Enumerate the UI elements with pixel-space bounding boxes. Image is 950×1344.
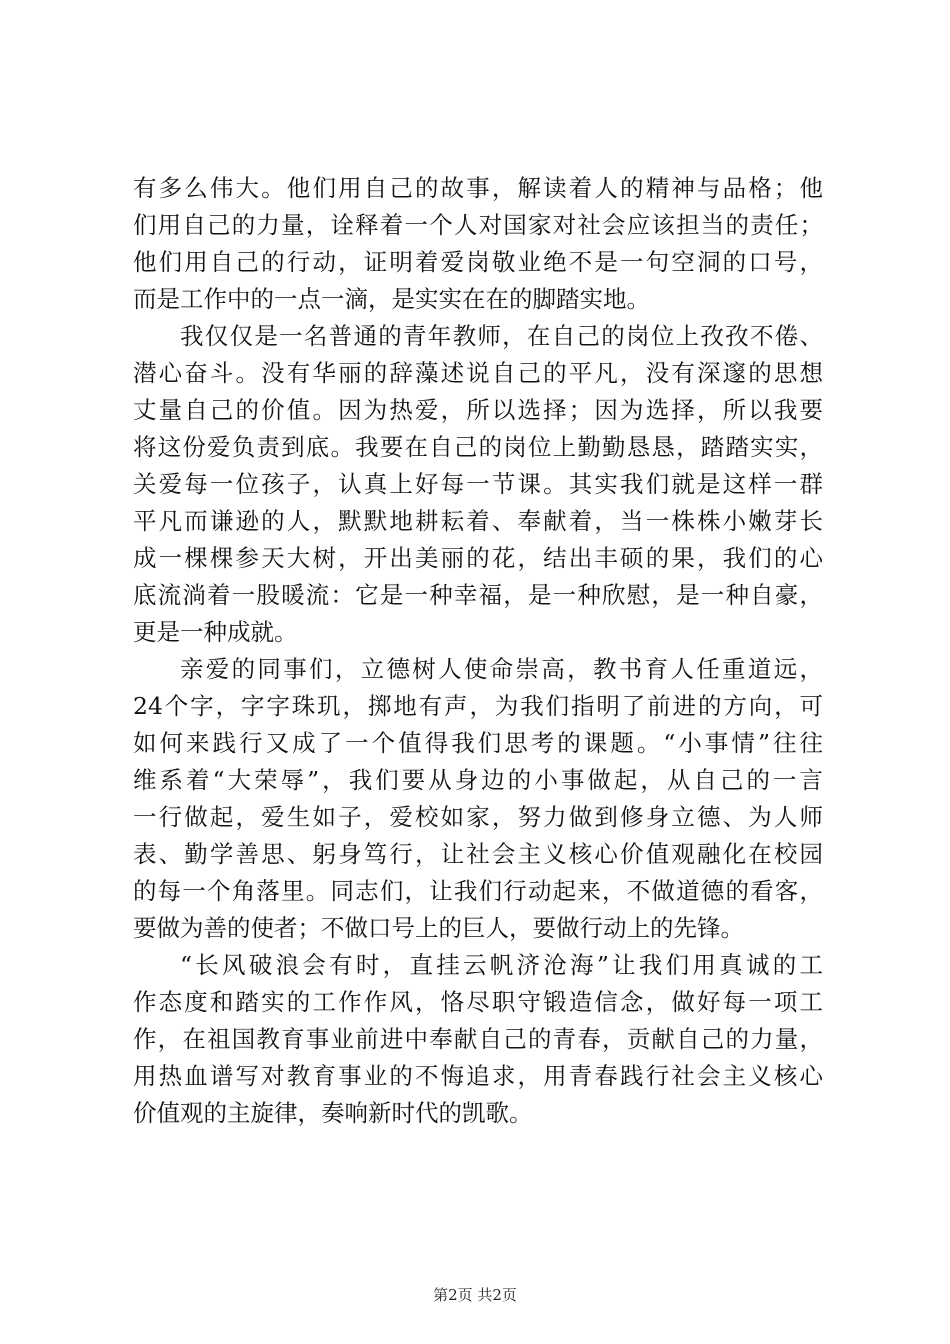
- page-footer: [0, 1285, 950, 1305]
- text-line: 将这份爱负责到底。我要在自己的岗位上勤勤恳恳，踏踏实实，: [133, 433, 823, 461]
- paragraph-1: [133, 170, 823, 318]
- text-line: 关爱每一位孩子，认真上好每一节课。其实我们就是这样一群: [133, 470, 823, 498]
- text-line: 维系着“大荣辱”，我们要从身边的小事做起，从自己的一言: [133, 766, 823, 794]
- text-line: 如何来践行又成了一个值得我们思考的课题。“小事情”往往: [133, 729, 823, 757]
- body-text: [133, 170, 823, 1132]
- paragraph-3: [133, 651, 823, 947]
- text-line: 他们用自己的行动，证明着爱岗敬业绝不是一句空洞的口号，: [133, 248, 823, 276]
- paragraph-4: [133, 947, 823, 1132]
- page-number-label: 第2页 共2页: [433, 1286, 517, 1304]
- text-line: 亲爱的同事们，立德树人使命崇高，教书育人任重道远，: [180, 655, 823, 683]
- text-line: 更是一种成就。: [133, 618, 298, 646]
- text-line: 而是工作中的一点一滴，是实实在在的脚踏实地。: [133, 285, 650, 313]
- text-line: 作，在祖国教育事业前进中奉献自己的青春，贡献自己的力量，: [133, 1025, 823, 1053]
- text-line: 的每一个角落里。同志们，让我们行动起来，不做道德的看客，: [133, 877, 823, 905]
- text-line: 平凡而谦逊的人，默默地耕耘着、奉献着，当一株株小嫩芽长: [133, 507, 823, 535]
- text-line: 丈量自己的价值。因为热爱，所以选择；因为选择，所以我要: [133, 396, 823, 424]
- text-line: 作态度和踏实的工作作风，恪尽职守锻造信念，做好每一项工: [133, 988, 823, 1016]
- text-line: 我仅仅是一名普通的青年教师，在自己的岗位上孜孜不倦、: [180, 322, 823, 350]
- text-line: 用热血谱写对教育事业的不悔追求，用青春践行社会主义核心: [133, 1062, 823, 1090]
- text-line: 表、勤学善思、躬身笃行，让社会主义核心价值观融化在校园: [133, 840, 823, 868]
- paragraph-2: [133, 318, 823, 651]
- text-line: 有多么伟大。他们用自己的故事，解读着人的精神与品格；他: [133, 174, 823, 202]
- text-line: 底流淌着一股暖流：它是一种幸福，是一种欣慰，是一种自豪，: [133, 581, 823, 609]
- text-line: 价值观的主旋律，奏响新时代的凯歌。: [133, 1099, 533, 1127]
- text-line: “长风破浪会有时，直挂云帆济沧海”让我们用真诚的工: [180, 951, 823, 979]
- text-line: 24个字，字字珠玑，掷地有声，为我们指明了前进的方向，可: [133, 692, 823, 720]
- text-line: 一行做起，爱生如子，爱校如家，努力做到修身立德、为人师: [133, 803, 823, 831]
- text-line: 成一棵棵参天大树，开出美丽的花，结出丰硕的果，我们的心: [133, 544, 823, 572]
- text-line: 要做为善的使者；不做口号上的巨人，要做行动上的先锋。: [133, 914, 744, 942]
- text-line: 潜心奋斗。没有华丽的辞藻述说自己的平凡，没有深邃的思想: [133, 359, 823, 387]
- text-line: 们用自己的力量，诠释着一个人对国家对社会应该担当的责任；: [133, 211, 823, 239]
